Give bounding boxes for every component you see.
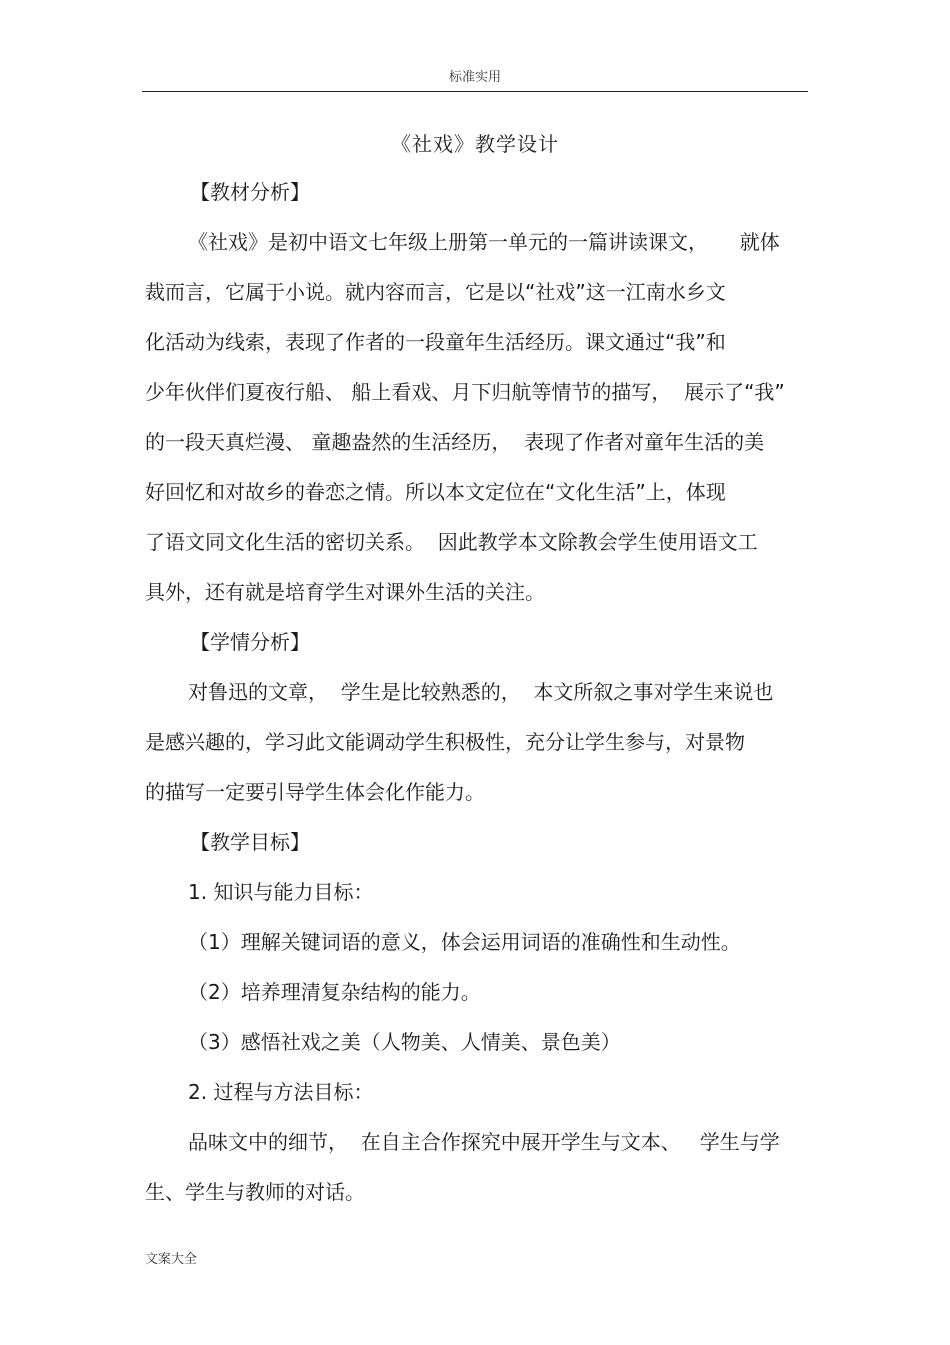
section-heading-material: 【教材分析】 — [190, 180, 310, 204]
paragraph-line: 品味文中的细节， 在自主合作探究中展开学生与文本、 学生与学 — [188, 1130, 780, 1154]
paragraph-line: 的描写一定要引导学生体会化作能力。 — [145, 780, 485, 804]
goal-item: （3）感悟社戏之美（人物美、人情美、景色美） — [188, 1030, 621, 1054]
section-heading-goals: 【教学目标】 — [190, 830, 310, 854]
goal-item: （2）培养理清复杂结构的能力。 — [188, 980, 481, 1004]
paragraph-line: 是感兴趣的，学习此文能调动学生积极性，充分让学生参与，对景物 — [145, 730, 745, 754]
page-title: 《社戏》教学设计 — [391, 132, 559, 156]
page-footer-label: 文案大全 — [145, 1252, 198, 1267]
paragraph-line: 少年伙伴们夏夜行船、 船上看戏、月下归航等情节的描写， 展示了“我” — [145, 380, 785, 404]
paragraph-line: 裁而言，它属于小说。就内容而言，它是以“社戏”这一江南水乡文 — [145, 280, 726, 304]
paragraph-line: 具外，还有就是培育学生对课外生活的关注。 — [145, 580, 545, 604]
paragraph-line: 生、学生与教师的对话。 — [145, 1180, 365, 1204]
paragraph-line: 的一段天真烂漫、 童趣盎然的生活经历， 表现了作者对童年生活的美 — [145, 430, 765, 454]
paragraph-line: 好回忆和对故乡的眷恋之情。所以本文定位在“文化生活”上，体现 — [145, 480, 726, 504]
header-divider — [142, 91, 808, 92]
goal-item: （1）理解关键词语的意义，体会运用词语的准确性和生动性。 — [188, 930, 741, 954]
section-heading-students: 【学情分析】 — [190, 630, 310, 654]
goal-knowledge-heading: 1. 知识与能力目标： — [188, 880, 374, 904]
paragraph-line: 对鲁迅的文章， 学生是比较熟悉的， 本文所叙之事对学生来说也 — [188, 680, 774, 704]
goal-process-heading: 2. 过程与方法目标： — [188, 1080, 374, 1104]
page-header-label: 标准实用 — [448, 70, 501, 85]
paragraph-line: 《社戏》是初中语文七年级上册第一单元的一篇讲读课文， 就体 — [188, 230, 780, 254]
paragraph-line: 了语文同文化生活的密切关系。 因此教学本文除教会学生使用语文工 — [145, 530, 758, 554]
paragraph-line: 化活动为线索，表现了作者的一段童年生活经历。课文通过“我”和 — [145, 330, 726, 354]
